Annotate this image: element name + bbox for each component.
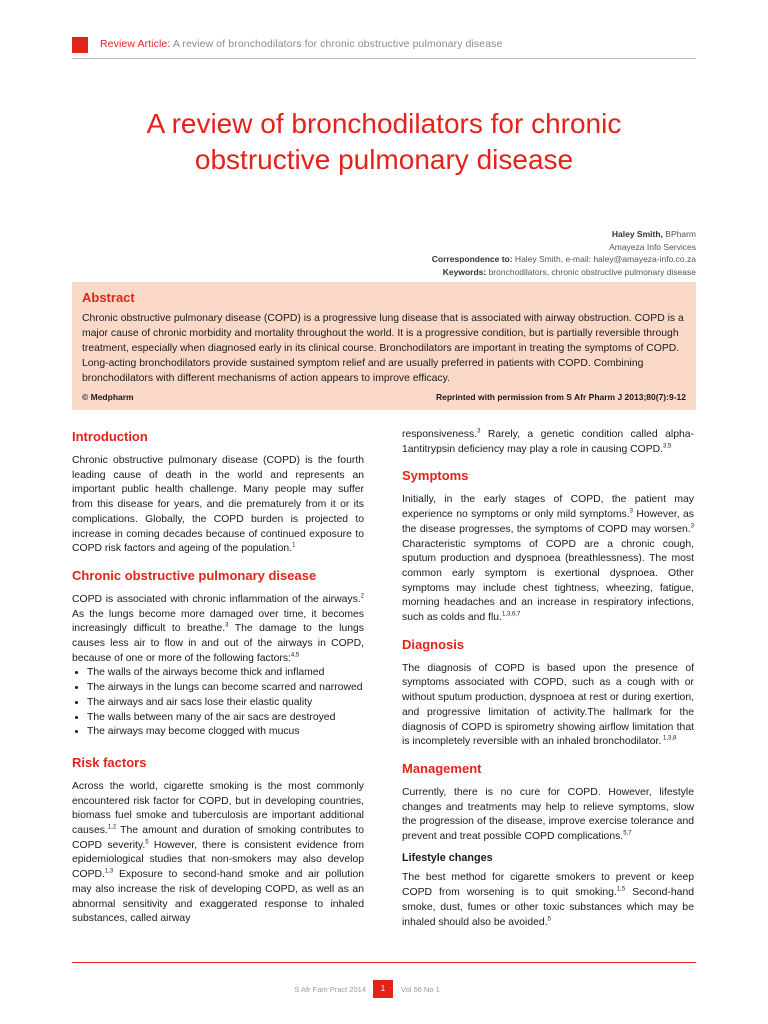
management-paragraph [402,786,694,845]
diagnosis-paragraph [402,662,694,750]
citation: 3 [225,622,229,629]
risk-factors-paragraph [72,780,364,927]
author-line [196,228,696,241]
copd-factor-list [72,666,364,740]
citation: 1 [292,542,296,549]
citation: 1,3 [104,868,114,875]
citation: 5 [547,916,551,923]
copd-text: COPD is associated with chronic inflammation of the airways. [72,593,361,605]
abstract-box [72,282,696,410]
article-title-line-2: obstructive pulmonary disease [194,144,574,175]
lifestyle-text: The best method for cigarette smokers to prevent or keep COPD from worsening is to quit smoking. [402,872,694,899]
introduction-text: Chronic obstructive pulmonary disease (COPD) is the fourth leading cause of death in the world and represents an important public health challenge. Many people may suffer from this disease for years, and die prematurely from it or its complications. Globally, the COPD burden is projected to increase in coming decades because of continued exposure to COPD risk factors and ageing of the population. [72,455,364,555]
author-credentials: BPharm [662,229,696,239]
introduction-paragraph [72,454,364,557]
left-column [72,424,364,933]
keywords-label: Keywords: [442,266,487,277]
citation: 3 [690,523,694,530]
citation: 5,7 [623,830,632,837]
risk-text: The amount and duration of smoking contributes to COPD severity. [72,825,364,851]
list-item: • The airways and air sacs lose their elastic quality [87,696,364,711]
list-item: • The walls between many of the air sacs are destroyed [87,711,364,726]
symptoms-text: Characteristic symptoms of COPD are a chronic cough, sputum production and dyspnoea (breathlessness). The most common early symptom is exertional dyspnoea. Other symptoms may include chest tightness, wheezing, fatigue, morning headaches and an increase in respiratory infections, such as colds and flu. [402,538,694,624]
citation: 5 [145,839,149,846]
risk-text: Across the world, cigarette smoking is the most commonly encountered risk factor for COPD, but in developing countries, biomass fuel smoke and tuberculosis are important additional causes. [72,780,364,837]
risk-factors-continuation [402,428,694,457]
citation: 1,5 [616,886,626,893]
management-heading: Management [402,760,482,776]
list-item: • The walls of the airways become thick and inflamed [87,666,364,681]
header-divider [72,58,696,59]
risk-factors-heading: Risk factors [72,754,147,770]
citation: 3,5 [663,443,672,450]
header-article-title: A review of bronchodilators for chronic obstructive pulmonary disease [172,38,503,50]
citation: 3 [629,508,633,515]
correspondence-label: Correspondence to: [431,254,513,264]
risk-text: Rarely, a genetic condition called alpha-1antitrypsin deficiency may play a role in causing COPD. [402,429,694,455]
symptoms-text: Initially, in the early stages of COPD, the patient may experience no symptoms or only mild symptoms. [402,494,694,521]
article-title-line-1: A review of bronchodilators for chronic [146,108,622,139]
header-label: Review Article: [100,38,171,50]
running-header [72,36,696,54]
introduction-heading: Introduction [72,429,148,444]
page-number: 1 [373,980,393,998]
list-item: • The airways may become clogged with mucus [87,725,364,740]
header-marker [72,37,88,53]
correspondence-text: Haley Smith, e-mail: haley@amayeza-info.co.za [512,254,696,264]
citation: 1,3,8 [661,735,677,742]
abstract-body: Chronic obstructive pulmonary disease (COPD) is a progressive lung disease that is associated with airway obstruction. COPD is a major cause of chronic morbidity and mortality throughout the world. It is a progressive condition, but is partially reversible through treatment, especially when diagnosed early in its clinical course. Bronchodilators are important in treating the symptoms of COPD. Long-acting bronchodilators provide sustained symptom relief and are usually preferred in patients with COPD. Combining bronchodilators with different mechanisms of action appears to improve efficacy. [82,313,684,384]
management-text: Currently, there is no cure for COPD. However, lifestyle changes and treatments may help to relieve symptoms, slow the progression of the disease, improve exercise tolerance and prevent and treat possible COPD complications. [402,786,694,843]
citation: 2 [360,593,364,600]
correspondence-line [196,253,696,266]
symptoms-paragraph [402,493,694,625]
lifestyle-paragraph [402,871,694,930]
lifestyle-text: Second-hand smoke, dust, fumes or other toxic substances which may be inhaled should also be avoided. [402,887,695,928]
copd-paragraph [72,593,364,667]
symptoms-heading: Symptoms [402,468,469,484]
author-affiliation: Amayeza Info Services [609,241,696,252]
footer-volume: Vol 56 No 1 [401,985,440,994]
abstract-reprint-note: Reprinted with permission from S Afr Pharm J 2013;80(7):9-12 [435,392,686,402]
copd-text: As the lungs become more damaged over time, it becomes increasingly difficult to breathe. [72,608,364,635]
copd-heading: Chronic obstructive pulmonary disease [72,567,317,583]
diagnosis-heading: Diagnosis [402,636,465,652]
citation: 1,3,6,7 [501,611,521,618]
symptoms-text: However, as the disease progresses, the symptoms of COPD may worsen. [402,509,695,535]
risk-text: However, there is consistent evidence from epidemiological studies that non-smokers may also develop COPD. [72,839,364,881]
right-column [402,424,694,936]
copd-text: The damage to the lungs causes less air to flow in and out of the airways in COPD, because of one or more of the following factors: [72,623,364,664]
risk-text: Exposure to second-hand smoke and air pollution may also increase the risk of developing COPD, as well as an abnormal sensitivity and exaggerated response to inhaled substances, called airway [72,869,364,925]
citation: 1,2 [107,824,117,831]
keywords-text: bronchodilators, chronic obstructive pulmonary disease [486,266,696,277]
diagnosis-text: The diagnosis of COPD is based upon the presence of symptoms associated with COPD, such as a cough with or without sputum production, dyspnoea at rest or during exertion, and progressive limitation of activity.The hallmark for the diagnosis of COPD is spirometry showing airflow limitation that is incompletely reversible with an inhaled bronchodilator. [402,662,694,748]
footer-journal: S Afr Fam Pract 2014 [294,985,366,994]
risk-text: responsiveness. [402,429,478,440]
author-name: Haley Smith, [611,229,663,239]
lifestyle-changes-subheading: Lifestyle changes [402,851,493,864]
abstract-heading: Abstract [82,290,135,305]
abstract-copyright: © Medpharm [82,392,134,402]
article-title [72,106,696,178]
citation: 3 [477,428,481,435]
page-footer [0,980,768,1000]
footer-divider [72,962,696,963]
header-text [100,38,502,50]
list-item: • The airways in the lungs can become scarred and narrowed [87,681,364,696]
citation: 4,5 [290,652,300,659]
keywords-line [196,266,696,279]
author-block [196,228,696,278]
